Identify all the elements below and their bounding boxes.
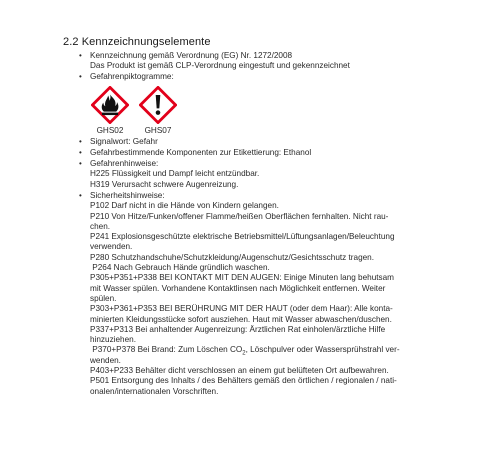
precautionary-line: P303+P361+P353 BEI BERÜHRUNG MIT DER HAUT (oder dem Haar): Alle konta- bbox=[90, 304, 393, 314]
list-item-regulation bbox=[79, 51, 419, 72]
pictogram-ghs07 bbox=[138, 86, 178, 136]
precautionary-line: spülen. bbox=[90, 293, 117, 303]
pictogram-code: GHS07 bbox=[144, 125, 172, 135]
pictogram-code: GHS02 bbox=[96, 125, 124, 135]
list-item-pictograms bbox=[79, 72, 419, 135]
precautionary-line: P501 Entsorgung des Inhalts / des Behälters gemäß den örtlichen / regionalen / nati- bbox=[90, 376, 397, 386]
precautionary-line: verwenden. bbox=[90, 242, 133, 252]
hazard-statements-label: Gefahrenhinweise: bbox=[90, 159, 159, 169]
precautionary-statements-label: Sicherheitshinweise: bbox=[90, 190, 165, 200]
precautionary-line: onalen/internationalen Vorschriften. bbox=[90, 386, 219, 396]
clp-statement: Das Produkt ist gemäß CLP-Verordnung eingestuft und gekennzeichnet bbox=[90, 61, 350, 71]
flame-icon bbox=[91, 86, 129, 124]
precautionary-line: P403+P233 Behälter dicht verschlossen an einem gut belüfteten Ort aufbewahren. bbox=[90, 365, 389, 375]
section-heading: 2.2 Kennzeichnungselemente bbox=[63, 36, 211, 48]
precautionary-line: chen. bbox=[90, 221, 111, 231]
signal-word: Signalwort: Gefahr bbox=[90, 136, 158, 146]
bullet-icon: • bbox=[79, 136, 82, 146]
bullet-icon: • bbox=[79, 159, 82, 169]
regulation-text: Kennzeichnung gemäß Verordnung (EG) Nr. 1272/2008 bbox=[90, 51, 293, 60]
pictogram-ghs02 bbox=[90, 86, 130, 136]
bullet-icon: • bbox=[79, 147, 82, 157]
precautionary-line: P210 Von Hitze/Funken/offener Flamme/heißen Oberflächen fernhalten. Nicht rau- bbox=[90, 211, 389, 221]
list-item-signal-word bbox=[79, 137, 419, 147]
labelling-list bbox=[79, 51, 419, 398]
list-item-hazard-statements bbox=[79, 159, 419, 190]
list-item-precautionary-statements bbox=[79, 191, 419, 397]
pictograms-label: Gefahrenpiktogramme: bbox=[90, 72, 174, 82]
exclamation-mark-icon bbox=[139, 86, 177, 124]
precautionary-line: hinzuziehen. bbox=[90, 335, 136, 345]
hazard-statement: H225 Flüssigkeit und Dampf leicht entzündbar. bbox=[90, 169, 260, 179]
bullet-icon: • bbox=[79, 72, 82, 82]
precautionary-line-p370 bbox=[90, 345, 419, 358]
precautionary-line: P305+P351+P338 BEI KONTAKT MIT DEN AUGEN: Einige Minuten lang behutsam bbox=[90, 273, 395, 283]
list-item-components bbox=[79, 148, 419, 158]
pictogram-row bbox=[90, 86, 419, 136]
bullet-icon: • bbox=[79, 51, 82, 60]
bullet-icon: • bbox=[79, 190, 82, 200]
precautionary-line: P264 Nach Gebrauch Hände gründlich waschen. bbox=[90, 263, 270, 273]
p370-text-end: , Löschpulver oder Wassersprühstrahl ver- bbox=[245, 345, 400, 355]
precautionary-line: minierten Kleidungsstücke sofort ausziehen. Haut mit Wasser abwaschen/duschen. bbox=[90, 314, 392, 324]
precautionary-line: wenden. bbox=[90, 355, 121, 365]
hazard-statement: H319 Verursacht schwere Augenreizung. bbox=[90, 179, 239, 189]
precautionary-line: P102 Darf nicht in die Hände von Kindern gelangen. bbox=[90, 201, 279, 211]
hazard-components: Gefahrbestimmende Komponenten zur Etikettierung: Ethanol bbox=[90, 147, 312, 157]
p370-text-start: P370+P378 Bei Brand: Zum Löschen CO bbox=[90, 345, 243, 355]
precautionary-line: P280 Schutzhandschuhe/Schutzkleidung/Augenschutz/Gesichtsschutz tragen. bbox=[90, 252, 375, 262]
precautionary-line: P241 Explosionsgeschützte elektrische Betriebsmittel/Lüftungsanlagen/Beleuchtung bbox=[90, 232, 395, 242]
co2-subscript: 2 bbox=[242, 351, 246, 358]
precautionary-line: mit Wasser spülen. Vorhandene Kontaktlinsen nach Möglichkeit entfernen. Weiter bbox=[90, 283, 386, 293]
precautionary-line: P337+P313 Bei anhaltender Augenreizung: Ärztlichen Rat einholen/ärztliche Hilfe bbox=[90, 324, 386, 334]
